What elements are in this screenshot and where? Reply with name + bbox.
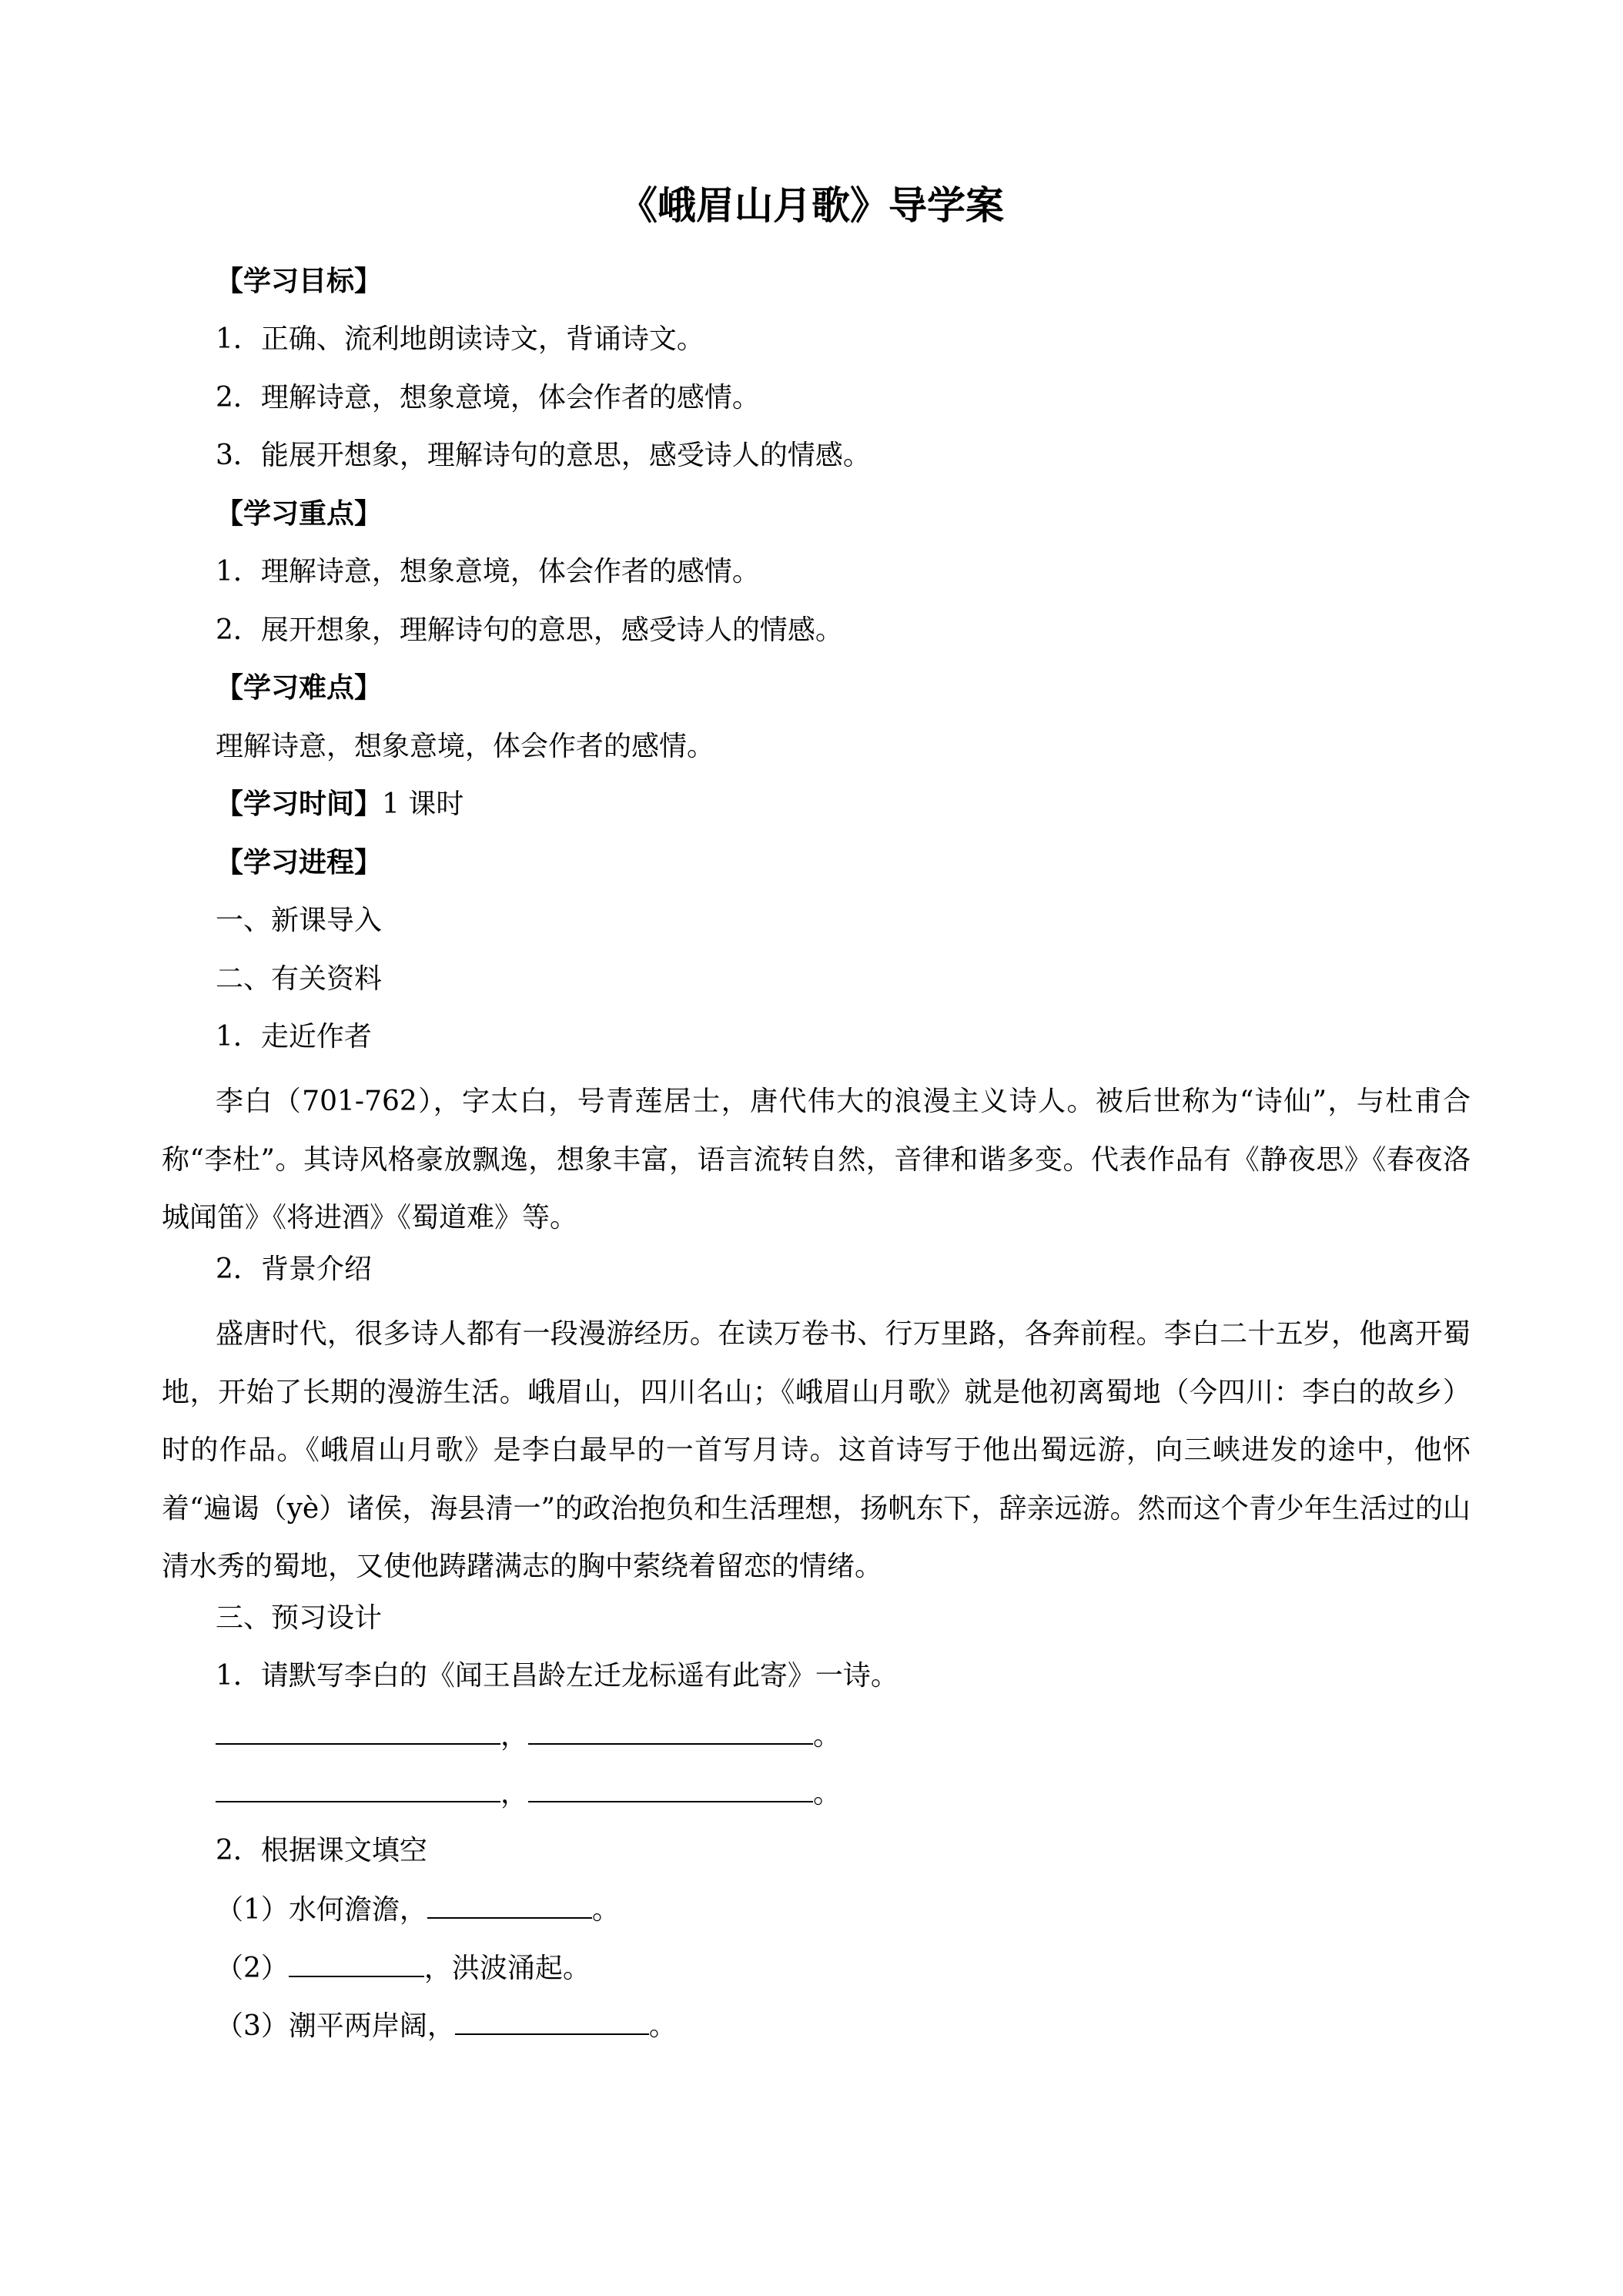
difficulty-heading: 【学习难点】 xyxy=(216,672,383,704)
difficulty-text: 理解诗意，想象意境，体会作者的感情。 xyxy=(216,731,715,762)
subsection-author: 1．走近作者 xyxy=(216,1021,372,1053)
key-points-heading: 【学习重点】 xyxy=(216,498,383,530)
period-mark: 。 xyxy=(813,1720,842,1752)
key-point-item: 2．展开想象，理解诗句的意思，感受诗人的情感。 xyxy=(216,614,843,646)
process-heading: 【学习进程】 xyxy=(216,847,383,879)
answer-blank[interactable] xyxy=(455,2006,649,2035)
poem-line-1 xyxy=(216,1715,841,1755)
fill-suffix: ，洪波涌起。 xyxy=(423,1953,591,1984)
section-preview: 三、预习设计 xyxy=(216,1602,383,1634)
key-point-item: 1．理解诗意，想象意境，体会作者的感情。 xyxy=(216,556,760,587)
objective-item: 2．理解诗意，想象意境，体会作者的感情。 xyxy=(216,382,760,413)
question-2: 2．根据课文填空 xyxy=(216,1835,427,1866)
period-mark: 。 xyxy=(648,2010,677,2042)
document-title: 《峨眉山月歌》导学案 xyxy=(619,183,1004,228)
answer-blank[interactable] xyxy=(528,1773,813,1802)
section-materials: 二、有关资料 xyxy=(216,963,383,995)
period-mark: 。 xyxy=(591,1894,620,1926)
poem-line-2 xyxy=(216,1773,841,1813)
answer-blank[interactable] xyxy=(289,1948,424,1977)
time-heading: 【学习时间】 xyxy=(216,788,383,820)
objective-item: 1．正确、流利地朗读诗文，背诵诗文。 xyxy=(216,323,704,355)
time-value: 1 课时 xyxy=(382,788,464,820)
answer-blank[interactable] xyxy=(216,1715,500,1745)
answer-blank[interactable] xyxy=(216,1773,500,1802)
answer-blank[interactable] xyxy=(528,1715,813,1745)
background-paragraph: 盛唐时代，很多诗人都有一段漫游经历。在读万卷书、行万里路，各奔前程。李白二十五岁，他离开蜀地，开始了长期的漫游生活。峨眉山，四川名山；《峨眉山月歌》就是他初离蜀地（今四川：李白的故乡）时的作品。《峨眉山月歌》是李白最早的一首写月诗。这首诗写于他出蜀远游，向三峡进发的途中，他怀着“遍谒（yè）诸侯，海县清一”的政治抱负和生活理想，扬帆东下，辞亲远游。然而这个青少年生活过的山清水秀的蜀地，又使他踌躇满志的胸中萦绕着留恋的情绪。 xyxy=(162,1318,1471,1582)
fill-prefix: （2） xyxy=(216,1953,289,1984)
period-mark: 。 xyxy=(813,1778,842,1809)
answer-blank[interactable] xyxy=(427,1889,592,1919)
fill-prefix: （1）水何澹澹， xyxy=(216,1894,427,1926)
fill-prefix: （3）潮平两岸阔， xyxy=(216,2010,455,2042)
fill-item-3 xyxy=(216,2006,677,2046)
objectives-heading: 【学习目标】 xyxy=(216,266,383,297)
subsection-background: 2．背景介绍 xyxy=(216,1253,372,1285)
time-line xyxy=(216,785,463,824)
comma-mark: ， xyxy=(500,1720,529,1752)
objective-item: 3．能展开想象，理解诗句的意思，感受诗人的情感。 xyxy=(216,440,871,471)
fill-item-1 xyxy=(216,1889,620,1930)
section-intro: 一、新课导入 xyxy=(216,905,383,936)
fill-item-2 xyxy=(216,1948,591,1988)
question-1: 1．请默写李白的《闻王昌龄左迁龙标遥有此寄》一诗。 xyxy=(216,1660,899,1692)
comma-mark: ， xyxy=(500,1778,529,1809)
author-paragraph: 李白（701-762），字太白，号青莲居士，唐代伟大的浪漫主义诗人。被后世称为“诗仙”，与杜甫合称“李杜”。其诗风格豪放飘逸，想象丰富，语言流转自然，音律和谐多变。代表作品有《静夜思》《春夜洛城闻笛》《将进酒》《蜀道难》等。 xyxy=(162,1086,1471,1233)
